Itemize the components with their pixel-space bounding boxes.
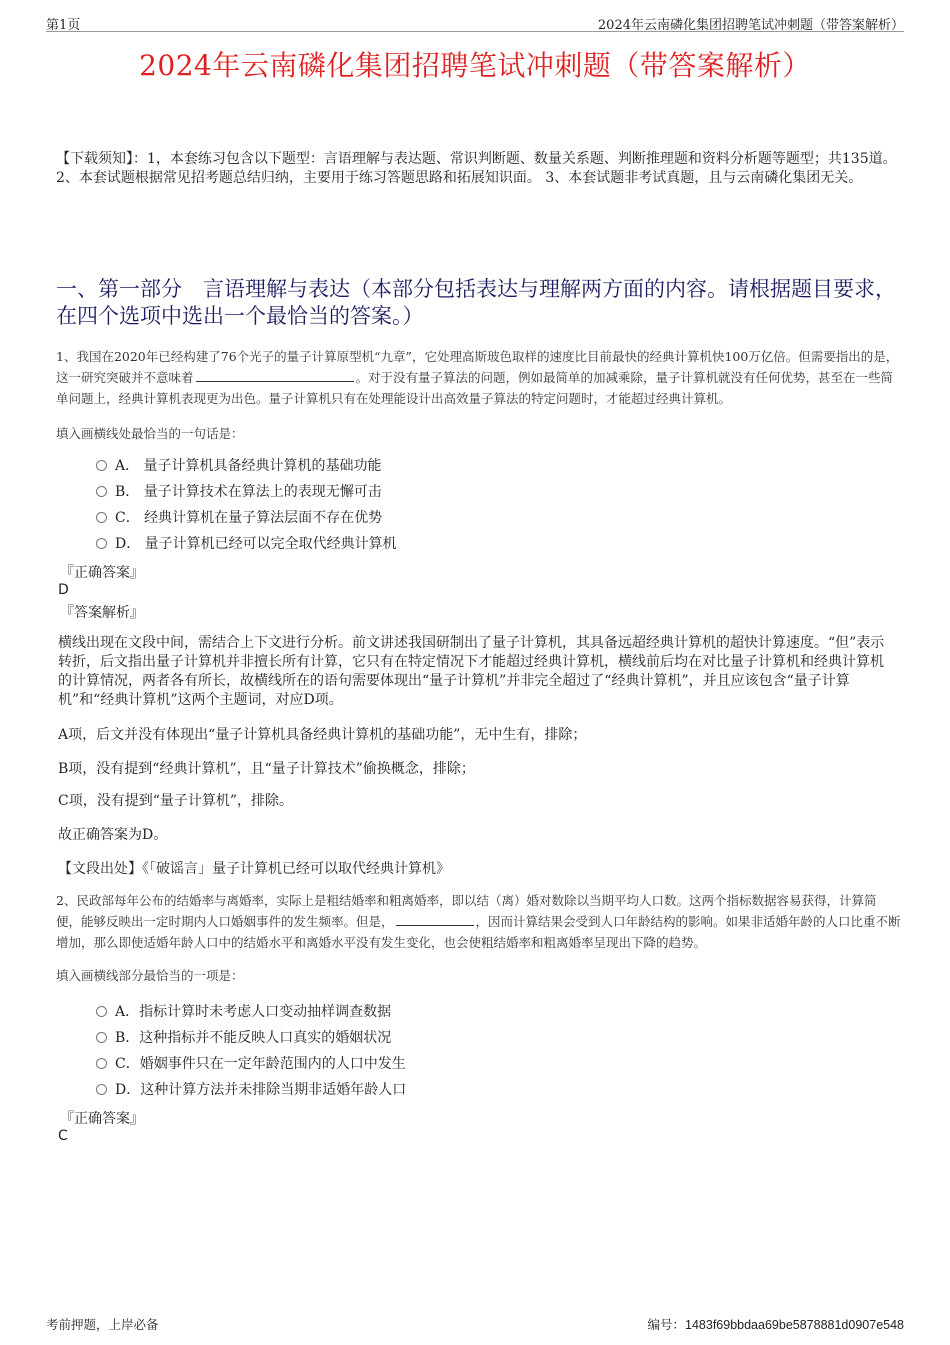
footer-code: 编号：1483f69bbdaa69be5878881d0907e548: [647, 1317, 904, 1332]
page-number: 第1页: [46, 18, 81, 33]
page-title: 2024年云南磷化集团招聘笔试冲刺题（带答案解析）: [139, 49, 811, 82]
header-doc-title: 2024年云南磷化集团招聘笔试冲刺题（带答案解析）: [597, 18, 904, 33]
section-heading: 一、第一部分 言语理解与表达（本部分包括表达与理解两方面的内容。请根据题目要求，在四个选项中选出一个最恰当的答案。）: [56, 277, 896, 328]
q1-option-a[interactable]: A． 量子计算机具备经典计算机的基础功能: [96, 456, 382, 476]
header-divider: [46, 31, 904, 32]
question-1-stem: 1、我国在2020年已经构建了76个光子的量子计算原型机“九章”，它处理高斯玻色取样的速度比目前最快的经典计算机快100万亿倍。但需要指出的是，这一研究突破并不意味着 。对于没有量子算法的问题，例如最简单的加减乘除，量子计算机就没有任何优势，甚至在一些简单问题上，经典计算机表现更为出色。量子计算机只有在处理能设计出高效量子算法的特定问题时，才能超过经典计算机。: [56, 349, 899, 406]
radio-icon[interactable]: [96, 538, 107, 549]
q2-option-d[interactable]: D．这种计算方法并未排除当期非适婚年龄人口: [96, 1080, 406, 1100]
q2-option-c[interactable]: C．婚姻事件只在一定年龄范围内的人口中发生: [96, 1054, 406, 1074]
q1-source: 【文段出处】《「破谣言」量子计算机已经可以取代经典计算机》: [58, 861, 450, 877]
radio-icon[interactable]: [96, 512, 107, 523]
q1-option-b-analysis: B项，没有提到“经典计算机”，且“量子计算技术”偷换概念，排除；: [58, 761, 475, 777]
download-notice: 【下载须知】：1，本套练习包含以下题型：言语理解与表达题、常识判断题、数量关系题、判断推理题和资料分析题等题型；共135道。 2、本套试题根据常见招考题总结归纳，主要用于练习答题思路和拓展知识面。 3、本套试题非考试真题，且与云南磷化集团无关。: [56, 151, 897, 186]
q1-analysis-label: 『答案解析』: [60, 605, 144, 621]
q2-option-a[interactable]: A．指标计算时未考虑人口变动抽样调查数据: [96, 1002, 391, 1022]
answer-blank: [396, 911, 474, 926]
q1-conclusion: 故正确答案为D。: [58, 827, 168, 843]
q1-option-d[interactable]: D． 量子计算机已经可以完全取代经典计算机: [96, 534, 397, 554]
q1-answer: D: [58, 582, 69, 598]
radio-icon[interactable]: [96, 1032, 107, 1043]
q1-option-b[interactable]: B． 量子计算技术在算法上的表现无懈可击: [96, 482, 382, 502]
q1-option-c[interactable]: C． 经典计算机在量子算法层面不存在优势: [96, 508, 382, 528]
answer-blank: [196, 367, 354, 382]
radio-icon[interactable]: [96, 1058, 107, 1069]
q1-option-c-analysis: C项，没有提到“量子计算机”，排除。: [58, 793, 294, 809]
radio-icon[interactable]: [96, 486, 107, 497]
radio-icon[interactable]: [96, 1084, 107, 1095]
question-2-prompt: 填入画横线部分最恰当的一项是：: [56, 968, 244, 983]
q1-option-a-analysis: A项，后文并没有体现出“量子计算机具备经典计算机的基础功能”，无中生有，排除；: [58, 727, 587, 743]
q1-answer-label: 『正确答案』: [60, 565, 144, 581]
question-2-stem: 2、民政部每年公布的结婚率与离婚率，实际上是粗结婚率和粗离婚率，即以结（离）婚对数除以当期平均人口数。这两个指标数据容易获得，计算简便，能够反映出一定时期内人口婚姻事件的发生频率。但是， ，因而计算结果会受到人口年龄结构的影响。如果非适婚年龄的人口比重不断增加，那么即使适婚年龄人口中的结婚水平和离婚水平没有发生变化，也会使粗结婚率和粗离婚率呈现出下降的趋势。: [56, 893, 901, 950]
question-1-prompt: 填入画横线处最恰当的一句话是：: [56, 426, 244, 441]
q2-answer-label: 『正确答案』: [60, 1111, 144, 1127]
q2-answer: C: [58, 1128, 68, 1144]
q1-analysis: 横线出现在文段中间，需结合上下文进行分析。前文讲述我国研制出了量子计算机，其具备远超经典计算机的超快计算速度。“但”表示转折，后文指出量子计算机并非擅长所有计算，它只有在特定情况下才能超过经典计算机，横线前后均在对比量子计算机和经典计算机的计算情况，两者各有所长，故横线所在的语句需要体现出“量子计算机”并非完全超过了“经典计算机”，并且应该包含“量子计算机”和“经典计算机”这两个主题词，对应D项。: [58, 635, 885, 708]
radio-icon[interactable]: [96, 460, 107, 471]
radio-icon[interactable]: [96, 1006, 107, 1017]
q2-option-b[interactable]: B．这种指标并不能反映人口真实的婚姻状况: [96, 1028, 391, 1048]
footer-slogan: 考前押题，上岸必备: [46, 1317, 159, 1332]
